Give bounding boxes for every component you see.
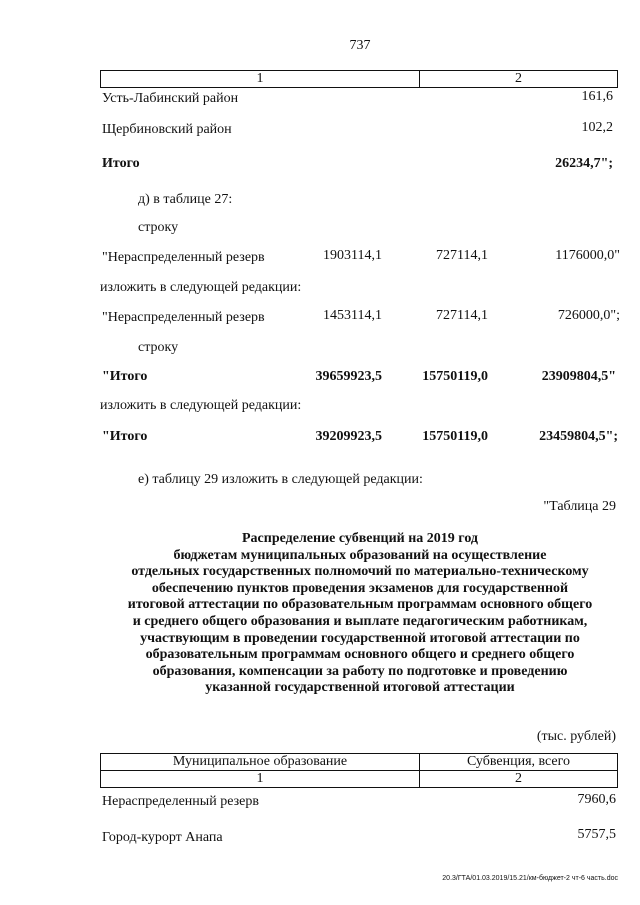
bottom-row-value-reserve: 7960,6 [577, 792, 616, 807]
section-d-izlozhit-1: изложить в следующей редакции: [100, 280, 302, 295]
title-line: и среднего общего образования и выплате педагогическим работникам, [132, 613, 588, 629]
title-line: итоговой аттестации по образовательным программам основного общего [127, 597, 593, 613]
page-number: 737 [349, 38, 371, 53]
table-29-title [100, 531, 620, 697]
row2-new-v2: 15750119,0 [422, 429, 488, 444]
title-line: образовательным программам основного общего и среднего общего [145, 647, 575, 663]
row1-old-name: "Нераспределенный резерв [102, 250, 265, 265]
table-29-label: "Таблица 29 [543, 499, 616, 514]
top-row-name-shcherbinovsky: Щербиновский район [102, 122, 232, 137]
bottom-head-subvention: Субвенция, всего [420, 754, 618, 771]
title-line: бюджетам муниципальных образований на осуществление [173, 547, 547, 563]
section-d-stroku-1: строку [138, 220, 179, 235]
row2-new-v3: 23459804,5"; [539, 429, 618, 444]
bottom-table-col1: 1 [101, 771, 420, 788]
title-line: образования, компенсации за работу по подготовке и проведению [152, 663, 568, 679]
bottom-row-name-reserve: Нераспределенный резерв [102, 794, 259, 809]
title-line: Распределение субвенций на 2019 год [242, 531, 478, 546]
top-table-col1: 1 [101, 71, 420, 88]
top-row-value-shcherbinovsky: 102,2 [581, 120, 613, 135]
top-table-col2: 2 [420, 71, 618, 88]
top-row-name-ust-labinsk: Усть-Лабинский район [102, 91, 239, 106]
section-e-intro: е) таблицу 29 изложить в следующей редакции: [138, 472, 423, 487]
section-d-stroku-2: строку [138, 340, 179, 355]
row1-new-v2: 727114,1 [436, 308, 488, 323]
row2-old-v3: 23909804,5" [541, 369, 616, 384]
row2-new-name: "Итого [102, 429, 148, 444]
bottom-row-value-anapa: 5757,5 [577, 827, 616, 842]
row1-new-name: "Нераспределенный резерв [102, 310, 265, 325]
title-line: участвующим в проведении государственной итоговой аттестации по [140, 630, 580, 646]
row1-new-v3: 726000,0"; [557, 308, 620, 323]
row1-old-v1: 1903114,1 [323, 248, 382, 263]
top-row-value-total: 26234,7"; [555, 156, 613, 171]
bottom-head-municipality: Муниципальное образование [101, 754, 420, 771]
units-label: (тыс. рублей) [536, 729, 616, 744]
top-row-name-total: Итого [102, 156, 140, 171]
title-line: отдельных государственных полномочий по материально-техническому [131, 564, 589, 580]
section-d-intro: д) в таблице 27: [138, 192, 233, 207]
bottom-row-name-anapa: Город-курорт Анапа [102, 830, 223, 845]
top-row-value-ust-labinsk: 161,6 [581, 89, 613, 104]
row2-old-v2: 15750119,0 [422, 369, 488, 384]
bottom-table-col2: 2 [420, 771, 618, 788]
bottom-table-header [100, 753, 618, 788]
title-line: указанной государственной итоговой аттестации [205, 680, 515, 696]
row2-old-v1: 39659923,5 [315, 369, 382, 384]
top-table-header [100, 70, 618, 88]
row1-old-v2: 727114,1 [436, 248, 488, 263]
section-d-izlozhit-2: изложить в следующей редакции: [100, 398, 302, 413]
row2-new-v1: 39209923,5 [315, 429, 382, 444]
row2-old-name: "Итого [102, 369, 148, 384]
row1-new-v1: 1453114,1 [323, 308, 382, 323]
title-line: обеспечению пунктов проведения экзаменов для государственной [151, 580, 569, 596]
row1-old-v3: 1176000,0" [555, 248, 620, 263]
file-path-footer: 20.3/ГТА/01.03.2019/15.21/км-бюджет-2 чт-6 часть.doc [442, 875, 618, 882]
